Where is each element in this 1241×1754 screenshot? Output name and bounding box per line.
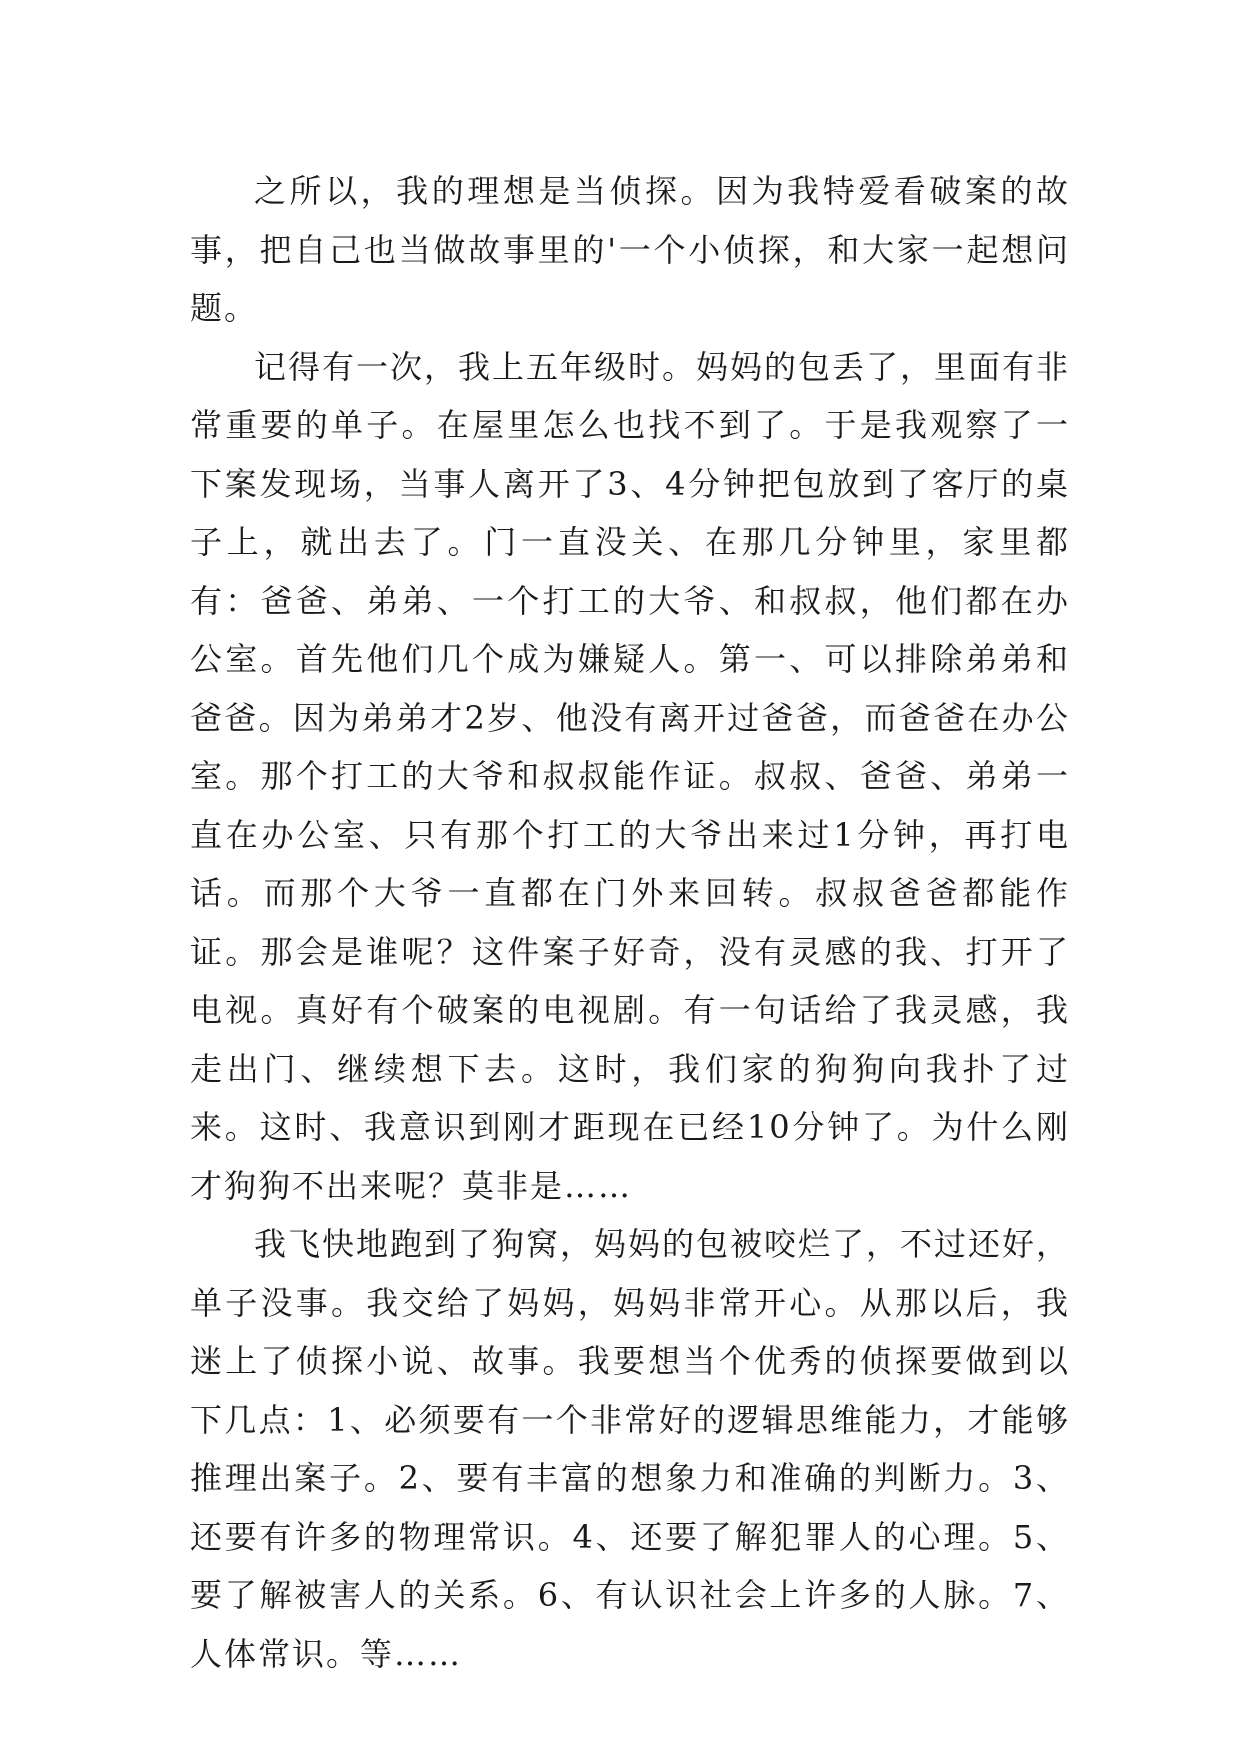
paragraph-conclusion: 我飞快地跑到了狗窝，妈妈的包被咬烂了，不过还好，单子没事。我交给了妈妈，妈妈非常开心。从那以后，我迷上了侦探小说、故事。我要想当个优秀的侦探要做到以下几点：1、必须要有一个非常好的逻辑思维能力，才能够推理出案子。2、要有丰富的想象力和准确的判断力。3、还要有许多的物理常识。4、还要了解犯罪人的心理。5、要了解被害人的关系。6、有认识社会上许多的人脉。7、人体常识。等……	[190, 1225, 1071, 1673]
document-body	[190, 162, 1070, 1683]
paragraph-story: 记得有一次，我上五年级时。妈妈的包丢了，里面有非常重要的单子。在屋里怎么也找不到了。于是我观察了一下案发现场，当事人离开了3、4分钟把包放到了客厅的桌子上，就出去了。门一直没关、在那几分钟里，家里都有：爸爸、弟弟、一个打工的大爷、和叔叔，他们都在办公室。首先他们几个成为嫌疑人。第一、可以排除弟弟和爸爸。因为弟弟才2岁、他没有离开过爸爸，而爸爸在办公室。那个打工的大爷和叔叔能作证。叔叔、爸爸、弟弟一直在办公室、只有那个打工的大爷出来过1分钟，再打电话。而那个大爷一直都在门外来回转。叔叔爸爸都能作证。那会是谁呢？这件案子好奇，没有灵感的我、打开了电视。真好有个破案的电视剧。有一句话给了我灵感，我走出门、继续想下去。这时，我们家的狗狗向我扑了过来。这时、我意识到刚才距现在已经10分钟了。为什么刚才狗狗不出来呢？莫非是……	[190, 347, 1071, 1205]
paragraph-intro: 之所以，我的理想是当侦探。因为我特爱看破案的故事，把自己也当做故事里的'一个小侦探，和大家一起想问题。	[190, 172, 1070, 327]
